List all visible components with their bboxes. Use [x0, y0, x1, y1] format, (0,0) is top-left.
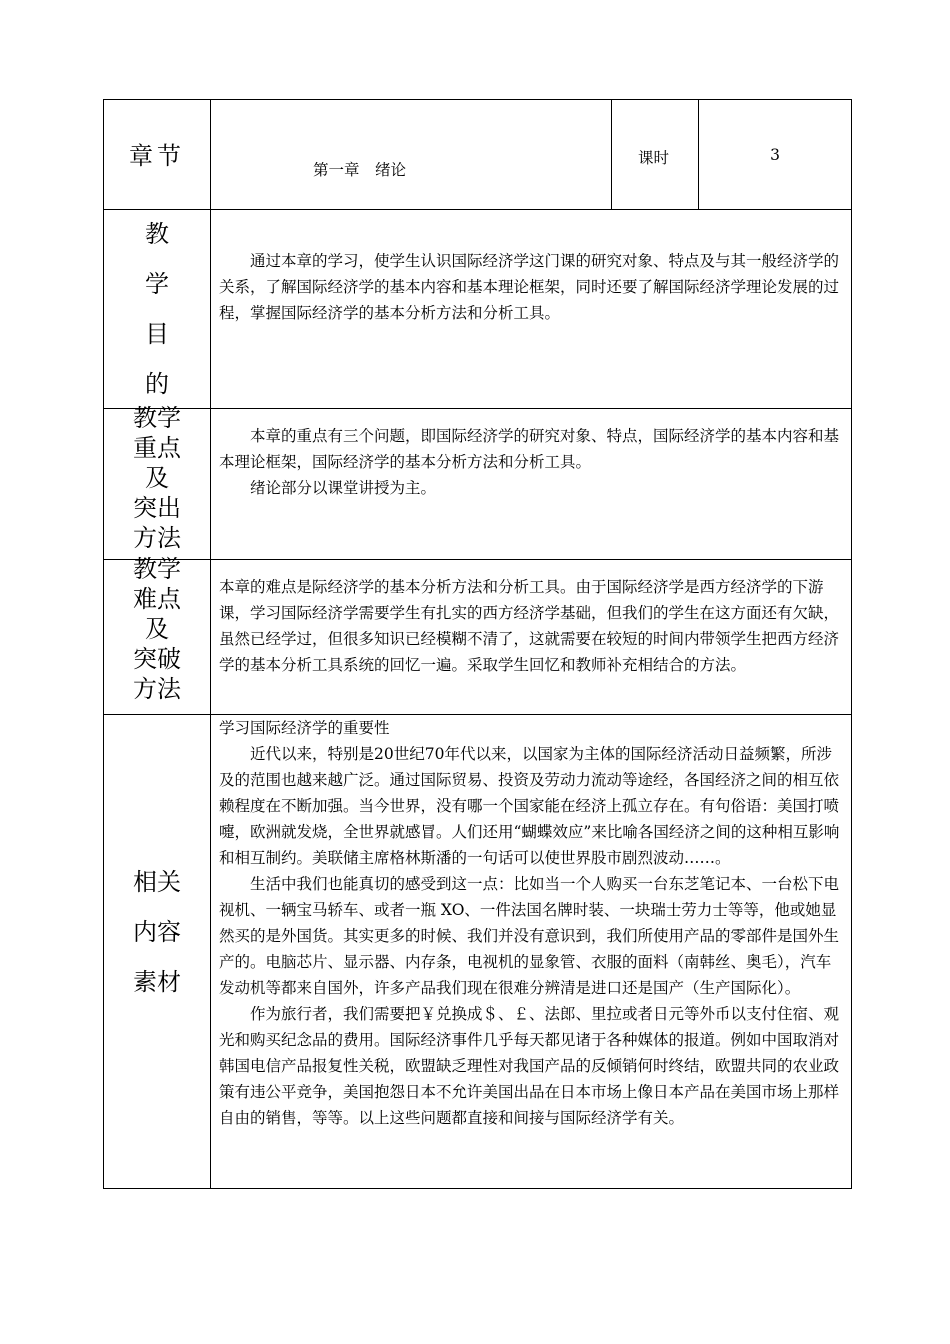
lesson-plan-table [103, 99, 852, 1189]
key-label-line: 方法 [133, 524, 181, 552]
goal-label-char: 目 [145, 320, 169, 348]
hours-label-cell [612, 100, 699, 210]
teaching-goal-label [104, 210, 211, 409]
teaching-goal-content [211, 210, 852, 409]
difficulties-label [104, 555, 211, 715]
difficulties-content [211, 560, 852, 715]
diff-label-line: 突破 [133, 645, 181, 673]
difficulties-row [104, 560, 852, 715]
materials-p3: 作为旅行者，我们需要把￥兑换成＄、￡、法郎、里拉或者日元等外币以支付住宿、观光和购买纪念品的费用。国际经济事件几乎每天都见诸于各种媒体的报道。例如中国取消对韩国电信产品报复性关税，欧盟缺乏理性对我国产品的反倾销何时终结，欧盟共同的农业政策有违公平竞争，美国抱怨日本不允许美国出品在日本市场上像日本产品在美国市场上那样自由的销售，等等。以上这些问题都直接和间接与国际经济学有关。 [219, 1005, 840, 1127]
materials-heading: 学习国际经济学的重要性 [219, 719, 390, 737]
materials-row [104, 715, 852, 1189]
hours-value-cell [699, 100, 852, 210]
goal-label-char: 学 [145, 270, 169, 298]
hours-value: 3 [770, 146, 780, 164]
diff-label-line: 及 [145, 615, 169, 643]
diff-label-line: 方法 [133, 675, 181, 703]
section-label: 章节 [129, 142, 185, 170]
key-label-line: 突出 [133, 494, 181, 522]
key-points-p2: 绪论部分以课堂讲授为主。 [250, 479, 437, 497]
chapter-title: 第一章 绪论 [313, 161, 407, 179]
goal-label-char: 的 [145, 370, 169, 398]
materials-p2: 生活中我们也能真切的感受到这一点：比如当一个人购买一台东芝笔记本、一台松下电视机、一辆宝马轿车、或者一瓶 XO、一件法国名牌时装、一块瑞士劳力士等等，他或她显然买的是外国货。其实更多的时候、我们并没有意识到，我们所使用产品的零部件是国外生产的。电脑芯片、显示器、内存条，电视机的显象管、衣服的面料（南韩丝、奥毛），汽车发动机等都来自国外，许多产品我们现在很难分辨清是进口还是国产（生产国际化）。 [219, 875, 840, 997]
key-points-row [104, 409, 852, 560]
key-label-line: 教学 [133, 404, 181, 432]
hours-label: 课时 [638, 149, 670, 167]
mat-label-line: 内容 [133, 917, 181, 946]
materials-p1: 近代以来，特别是20世纪70年代以来，以国家为主体的国际经济活动日益频繁，所涉及的范围也越来越广泛。通过国际贸易、投资及劳动力流动等途经，各国经济之间的相互依赖程度在不断加强。当今世界，没有哪一个国家能在经济上孤立存在。有句俗语：美国打喷嚏，欧洲就发烧，全世界就感冒。人们还用“蝴蝶效应”来比喻各国经济之间的这种相互影响和相互制约。美联储主席格林斯潘的一句话可以使世界股市剧烈波动……。 [219, 745, 840, 867]
section-label-cell [104, 100, 211, 210]
chapter-row [104, 100, 852, 210]
teaching-goal-row [104, 210, 852, 409]
goal-label-char: 教 [145, 220, 169, 248]
diff-label-line: 难点 [133, 585, 181, 613]
chapter-title-cell [211, 100, 612, 210]
mat-label-line: 相关 [133, 867, 181, 896]
difficulties-text: 本章的难点是际经济学的基本分析方法和分析工具。由于国际经济学是西方经济学的下游课，学习国际经济学需要学生有扎实的西方经济学基础，但我们的学生在这方面还有欠缺，虽然已经学过，但很多知识已经模糊不清了，这就需要在较短的时间内带领学生把西方经济学的基本分析工具系统的回忆一遍。采取学生回忆和教师补充相结合的方法。 [219, 578, 840, 674]
materials-label [104, 715, 211, 1189]
key-label-line: 及 [145, 464, 169, 492]
materials-content [211, 715, 852, 1189]
goal-text: 通过本章的学习，使学生认识国际经济学这门课的研究对象、特点及与其一般经济学的关系，了解国际经济学的基本内容和基本理论框架，同时还要了解国际经济学理论发展的过程，掌握国际经济学的基本分析方法和分析工具。 [219, 252, 840, 322]
mat-label-line: 素材 [133, 967, 181, 996]
diff-label-line: 教学 [133, 555, 181, 583]
key-label-line: 重点 [133, 434, 181, 462]
key-points-label [104, 404, 211, 560]
key-points-content [211, 409, 852, 560]
key-points-p1: 本章的重点有三个问题，即国际经济学的研究对象、特点，国际经济学的基本内容和基本理论框架，国际经济学的基本分析方法和分析工具。 [219, 427, 840, 471]
